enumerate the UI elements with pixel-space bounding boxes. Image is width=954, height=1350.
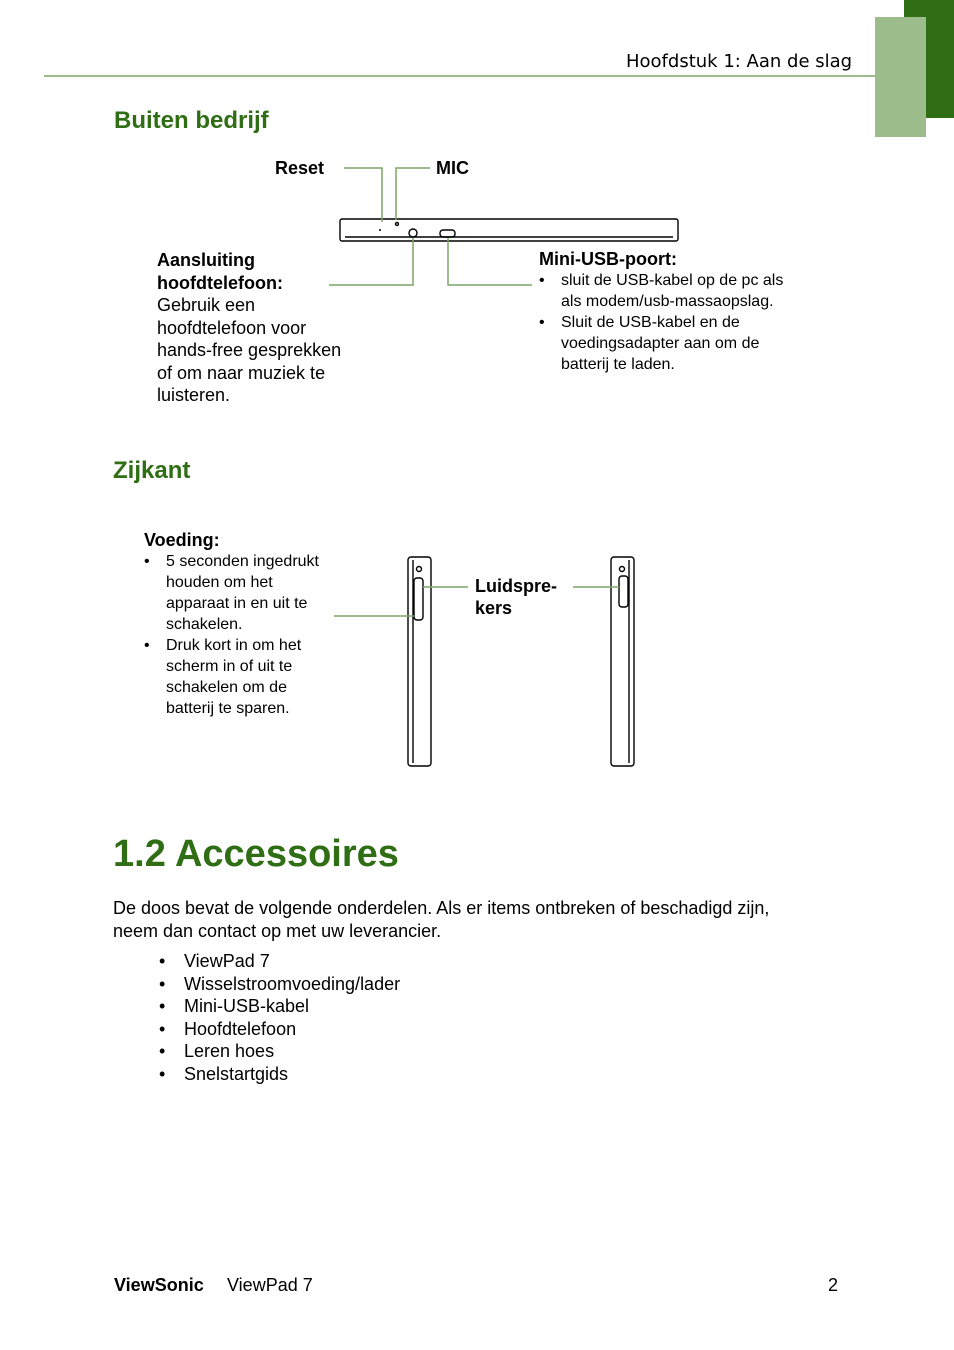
section-title-top-view: Buiten bedrijf	[114, 107, 269, 134]
mic-hole	[396, 223, 399, 226]
side-device-1-outline	[408, 557, 431, 766]
list-item: • Sluit de USB-kabel en de voedingsadapter aan om de batterij te laden.	[539, 312, 839, 375]
mic-label: MIC	[436, 158, 469, 178]
page-number: 2	[828, 1275, 839, 1295]
power-description	[144, 530, 374, 719]
side-device-1-dot	[417, 567, 422, 572]
list-item: • Mini-USB-kabel	[114, 995, 400, 1018]
headphone-text-line: Gebruik een	[157, 295, 256, 315]
power-list	[144, 551, 374, 719]
accessories-intro: De doos bevat de volgende onderdelen. Als er items ontbreken of beschadigd zijn, neem dan contact op met uw leverancier.	[113, 898, 770, 941]
list-item: • Wisselstroomvoeding/lader	[114, 973, 400, 996]
speaker-grille-1-icon	[414, 578, 423, 620]
side-device-2-outline	[611, 557, 634, 766]
reset-leader	[344, 168, 382, 222]
power-title: Voeding:	[144, 530, 220, 550]
list-item: • sluit de USB-kabel op de pc als als modem/usb-massaopslag.	[539, 270, 839, 312]
usb-title: Mini-USB-poort:	[539, 249, 677, 269]
usb-leader	[448, 238, 532, 285]
list-item: • Snelstartgids	[114, 1063, 400, 1086]
headphone-title-line-1: Aansluiting	[157, 250, 255, 270]
reset-label: Reset	[275, 158, 325, 178]
list-item: • ViewPad 7	[114, 950, 400, 973]
headphone-description	[157, 249, 397, 407]
headphone-text-line: hands-free gesprekken	[157, 340, 342, 360]
section-title-side-view: Zijkant	[113, 457, 191, 484]
speaker-label: Luidspre- kers	[475, 576, 558, 618]
usb-port-icon	[440, 230, 455, 237]
accessories-list	[114, 950, 400, 1085]
list-item: • Leren hoes	[114, 1040, 400, 1063]
footer-model: ViewPad 7	[227, 1275, 313, 1295]
headphone-title-line-2: hoofdtelefoon:	[157, 272, 283, 293]
headphone-text-line: luisteren.	[157, 385, 231, 405]
usb-list	[539, 270, 839, 375]
list-item: • Hoofdtelefoon	[114, 1018, 400, 1041]
chapter-header: Hoofdstuk 1: Aan de slag	[626, 51, 853, 72]
headphone-jack-icon	[409, 229, 417, 237]
mic-leader	[396, 168, 430, 220]
usb-description	[539, 249, 839, 375]
speaker-grille-2-icon	[619, 576, 628, 607]
footer-brand: ViewSonic	[114, 1275, 204, 1295]
list-item: • 5 seconden ingedrukt houden om het apparaat in en uit te schakelen.	[144, 551, 374, 635]
side-device-2-dot	[620, 567, 625, 572]
headphone-text-line: of om naar muziek te	[157, 362, 326, 383]
headphone-text-line: hoofdtelefoon voor	[157, 317, 307, 338]
reset-hole	[379, 229, 381, 231]
page-title: 1.2 Accessoires	[113, 833, 399, 875]
list-item: • Druk kort in om het scherm in of uit te schakelen om de batterij te sparen.	[144, 635, 374, 719]
